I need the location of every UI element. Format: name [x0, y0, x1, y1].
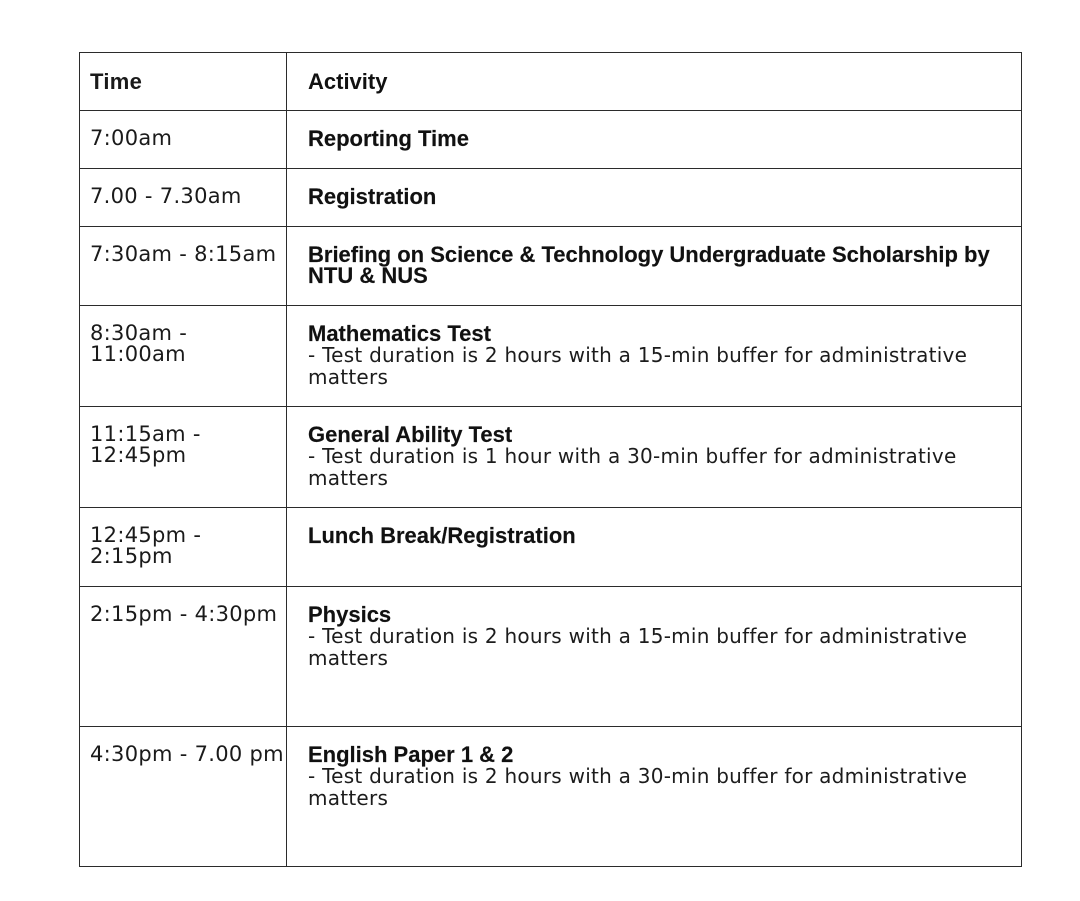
- table-row: [80, 111, 1022, 169]
- activity-title: English Paper 1 & 2: [308, 742, 514, 767]
- table-row: [80, 227, 1022, 306]
- header-time: Time: [80, 53, 287, 111]
- time-cell: 2:15pm - 4:30pm: [80, 587, 287, 727]
- time-cell: 8:30am - 11:00am: [80, 306, 287, 407]
- time-cell: 12:45pm - 2:15pm: [80, 508, 287, 587]
- table-row: [80, 587, 1022, 727]
- table-header-row: [80, 53, 1022, 111]
- activity-note: - Test duration is 2 hours with a 15-min buffer for administrative matters: [308, 624, 968, 670]
- activity-note: - Test duration is 1 hour with a 30-min buffer for administrative matters: [308, 444, 957, 490]
- activity-cell: [287, 306, 1022, 407]
- activity-cell: [287, 727, 1022, 867]
- table-row: [80, 169, 1022, 227]
- activity-title: Mathematics Test: [308, 321, 491, 346]
- table-row: [80, 508, 1022, 587]
- table-row: [80, 407, 1022, 508]
- activity-cell: [287, 169, 1022, 227]
- activity-title: Briefing on Science & Technology Undergraduate Scholarship by NTU & NUS: [308, 242, 990, 288]
- activity-title: Registration: [308, 184, 437, 209]
- time-cell: 7:30am - 8:15am: [80, 227, 287, 306]
- activity-title: Physics: [308, 602, 392, 627]
- activity-cell: [287, 407, 1022, 508]
- table-row: [80, 727, 1022, 867]
- activity-title: Reporting Time: [308, 126, 469, 151]
- activity-note: - Test duration is 2 hours with a 15-min buffer for administrative matters: [308, 343, 968, 389]
- schedule-table: [79, 52, 1022, 867]
- time-cell: 7:00am: [80, 111, 287, 169]
- activity-cell: [287, 227, 1022, 306]
- activity-title: General Ability Test: [308, 422, 513, 447]
- table-row: [80, 306, 1022, 407]
- activity-cell: [287, 508, 1022, 587]
- header-activity: Activity: [287, 53, 1022, 111]
- activity-cell: [287, 111, 1022, 169]
- activity-note: - Test duration is 2 hours with a 30-min buffer for administrative matters: [308, 764, 968, 810]
- activity-title: Lunch Break/Registration: [308, 523, 576, 548]
- time-cell: 7.00 - 7.30am: [80, 169, 287, 227]
- time-cell: 4:30pm - 7.00 pm: [80, 727, 287, 867]
- activity-cell: [287, 587, 1022, 727]
- time-cell: 11:15am - 12:45pm: [80, 407, 287, 508]
